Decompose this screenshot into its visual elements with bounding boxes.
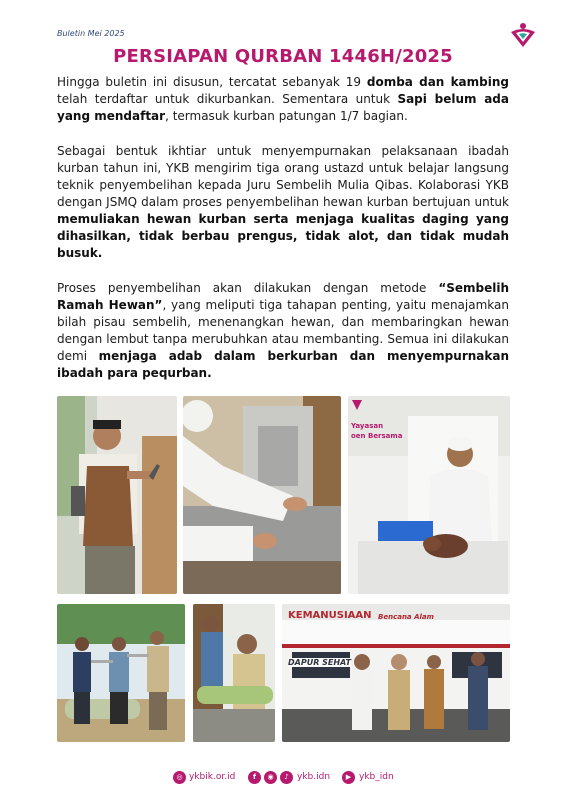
page-title: PERSIAPAN QURBAN 1446H/2025 xyxy=(113,46,453,67)
banner-subtext: oen Bersama xyxy=(351,432,403,440)
p1-text-1: Hingga buletin ini disusun, tercatat sebanyak 19 xyxy=(57,75,367,89)
bus-subtext: Bencana Alam xyxy=(378,613,434,621)
photo-bamboo-tube xyxy=(193,604,275,742)
p2-text-1: Sebagai bentuk ikhtiar untuk menyempurnakan pelaksanaan ibadah kurban tahun ini, YKB mengirim tiga orang ustazd untuk belajar langsung teknik penyembelihan kepada Juru Sembelih Mulia Qibas. Kolaborasi YKB dengan JSMQ dalam proses penyembelihan hewan kurban bertujuan untuk xyxy=(57,144,509,209)
photo-three-men-knives xyxy=(57,604,185,742)
footer-social-2[interactable]: ykb_idn xyxy=(359,772,394,782)
instagram-icon[interactable]: ◉ xyxy=(264,771,277,784)
p1-text-2: telah terdaftar untuk dikurbankan. Sementara untuk xyxy=(57,92,398,106)
article-body xyxy=(57,74,509,400)
p3-bold-1: “Sembelih Ramah Hewan” xyxy=(57,281,509,312)
youtube-icon[interactable]: ▶ xyxy=(342,771,355,784)
photo-sheep-handling xyxy=(348,396,510,594)
p2-bold-1: memuliakan hewan kurban serta menjaga kualitas daging yang dihasilkan, tidak berbau prengus, tidak alot, dan tidak mudah busuk. xyxy=(57,212,509,260)
globe-icon: ◎ xyxy=(173,771,186,784)
tiktok-icon[interactable]: ♪ xyxy=(280,771,293,784)
photo-cutting-machine xyxy=(183,396,341,594)
photo-group-ambulance xyxy=(282,604,510,742)
paragraph-3 xyxy=(57,280,509,382)
bus-side-text: DAPUR SEHAT xyxy=(288,658,351,667)
banner-text: Yayasan xyxy=(351,422,384,430)
p1-bold-2: Sapi belum ada yang mendaftar xyxy=(57,92,509,123)
footer xyxy=(0,771,566,791)
p3-bold-2: menjaga adab dalam berkurban dan menyempurnakan ibadah para pequrban. xyxy=(57,349,509,380)
p3-text-1: Proses penyembelihan akan dilakukan dengan metode xyxy=(57,281,439,295)
issue-label: Buletin Mei 2025 xyxy=(57,29,125,38)
facebook-icon[interactable]: f xyxy=(248,771,261,784)
bus-text: KEMANUSIAAN xyxy=(288,610,372,621)
paragraph-2 xyxy=(57,143,509,262)
p1-text-3: , termasuk kurban patungan 1/7 bagian. xyxy=(165,109,408,123)
p1-bold-1: domba dan kambing xyxy=(366,75,509,89)
paragraph-1 xyxy=(57,74,509,125)
footer-social-1[interactable]: ykb.idn xyxy=(297,772,331,782)
p3-text-2: , yang meliputi tiga tahapan penting, yaitu menajamkan bilah pisau sembelih, menenangkan hewan, dan membaringkan hewan dengan lembut tanpa merubuhkan atau membanting. Semua ini dilakukan demi xyxy=(57,298,509,363)
photo-butcher-apron xyxy=(57,396,177,594)
footer-website[interactable]: ykbik.or.id xyxy=(189,772,236,782)
